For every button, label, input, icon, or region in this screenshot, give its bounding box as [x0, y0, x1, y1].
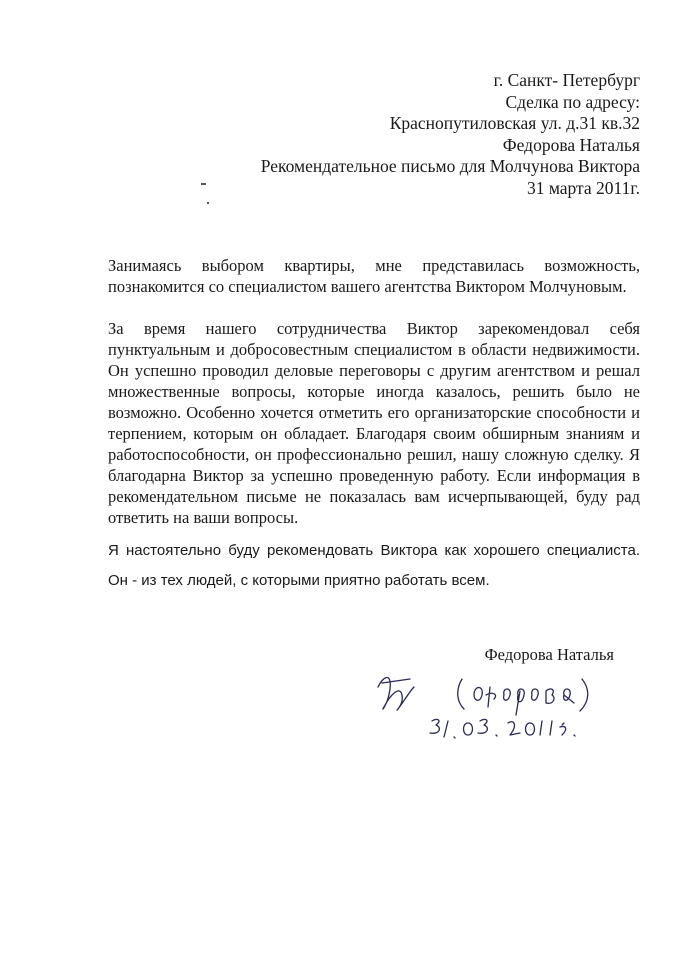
header-date: 31 марта 2011г. — [526, 177, 640, 198]
signature-date-script — [430, 719, 575, 738]
header-subject: Рекомендательное письмо для Молчунова Виктора — [260, 156, 640, 176]
header-deal: Сделка по адресу: — [505, 91, 640, 112]
paragraph-3: Я настоятельно буду рекомендовать Виктора как хорошего специалиста. Он - из тех людей, с которыми приятно работать всем. — [108, 542, 640, 589]
handwritten-signature — [370, 665, 620, 745]
scan-speck — [207, 202, 209, 204]
header-city: г. Санкт- Петербург — [493, 70, 640, 90]
paragraph-1: Занимаясь выбором квартиры, мне представилась возможность, познакомится со специалистом вашего агентства Виктором Молчуновым. — [108, 256, 640, 296]
letter-header — [261, 70, 640, 199]
signature-name: Федорова Наталья — [484, 645, 614, 664]
signature-name-script — [458, 679, 588, 715]
paragraph-2: За время нашего сотрудничества Виктор зарекомендовал себя пунктуальным и добросовестным специалистом в области недвижимости. Он успешно проводил деловые переговоры с другим агентством и решал множественные вопросы, которые иногда казалось, решить было не возможно. Особенно хочется отметить его организаторские способности и терпением, которым он обладает. Благодаря своим обширным знаниям и работоспособности, он профессионально решил, нашу сложную сделку. Я благодарна Виктор за успешно проведенную работу. Если информация в рекомендательном письме не показалась вам исчерпывающей, буду рад ответить на ваши вопросы. — [108, 319, 640, 527]
scan-speck — [201, 183, 206, 185]
signature-initials — [378, 678, 414, 711]
header-address: Краснопутиловская ул. д.31 кв.32 — [389, 113, 640, 133]
header-author: Федорова Наталья — [502, 134, 640, 155]
